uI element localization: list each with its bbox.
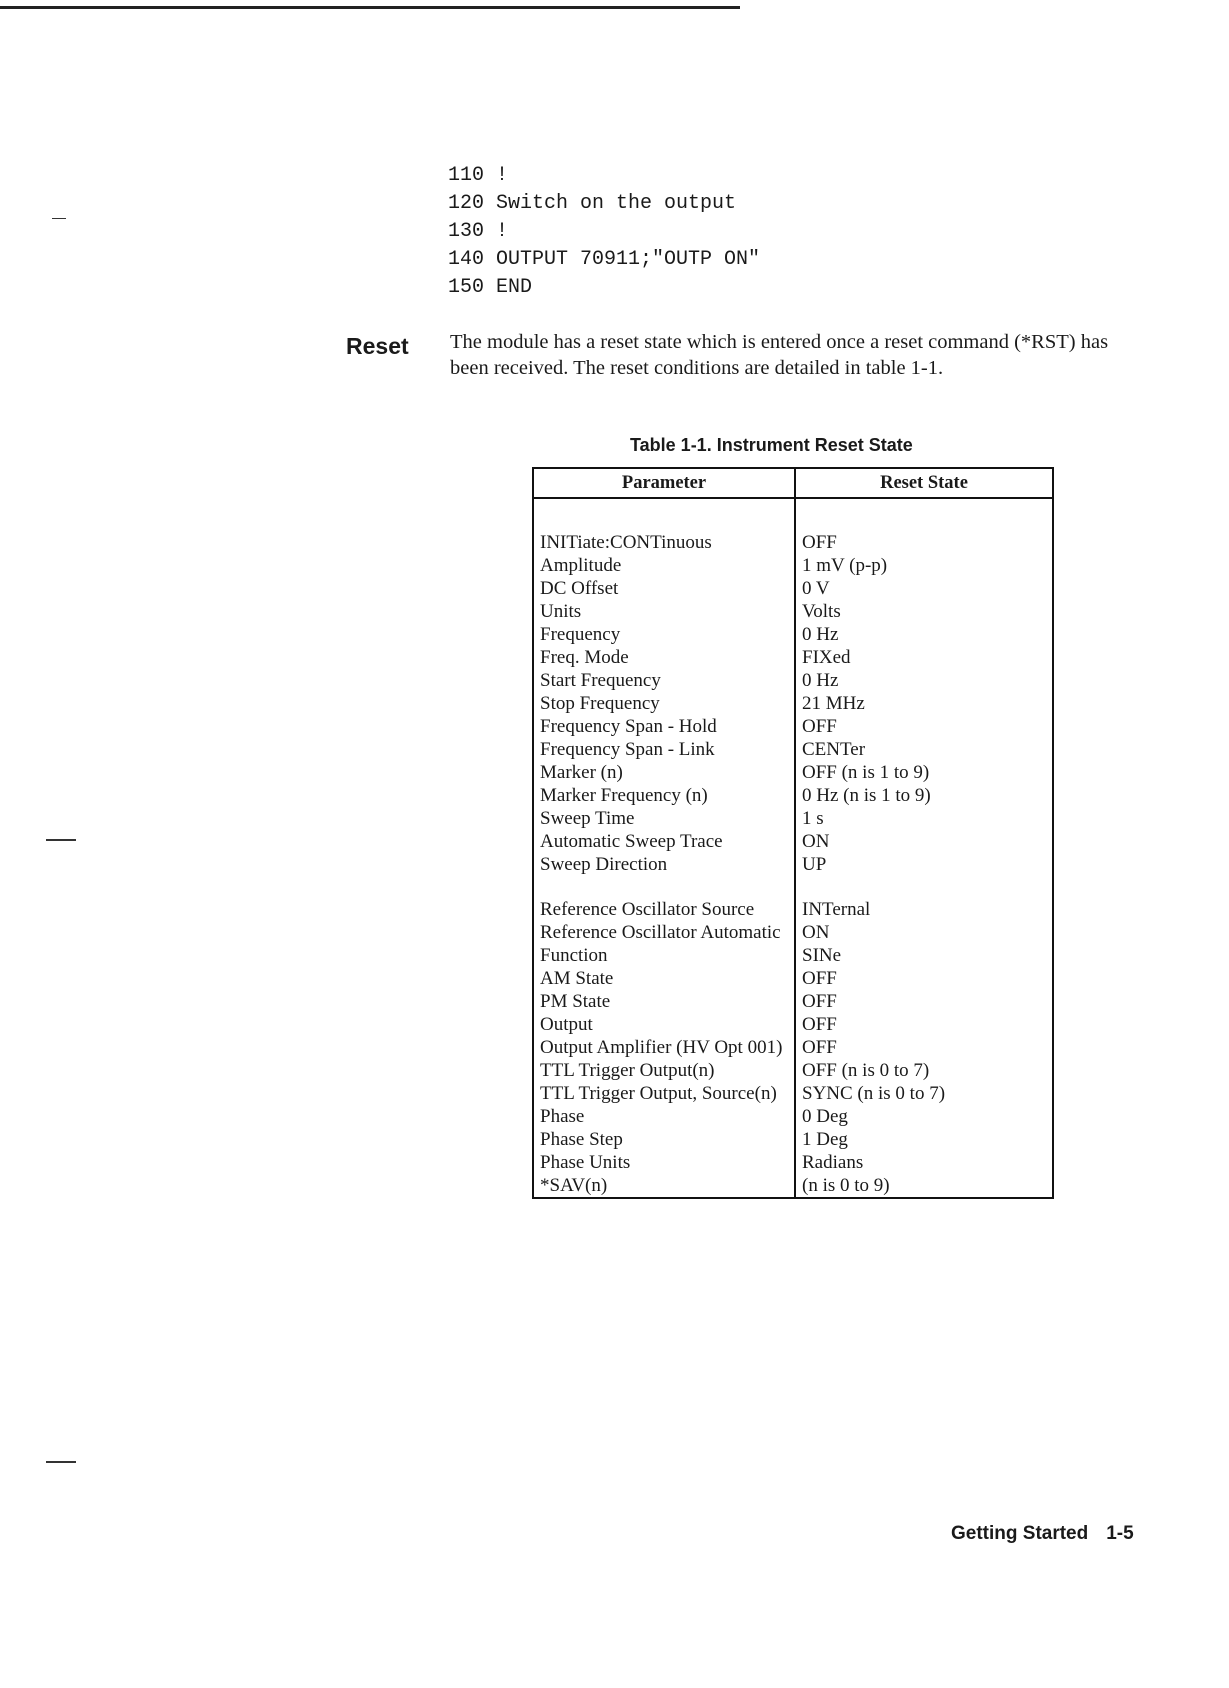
table-body — [533, 498, 1053, 1198]
reset-state-cell: 21 MHz — [802, 693, 865, 714]
margin-mark — [46, 1461, 76, 1463]
parameter-cell: TTL Trigger Output(n) — [533, 1059, 795, 1082]
reset-state-cell: SINe — [802, 945, 842, 966]
reset-state-cell: ON — [802, 831, 830, 852]
reset-state-cell: SYNC (n is 0 to 7) — [802, 1083, 946, 1104]
table-spacer-row — [533, 876, 1053, 898]
reset-state-cell: ON — [802, 922, 830, 943]
table-header-row — [533, 468, 1053, 498]
reset-state-cell: UP — [802, 854, 827, 875]
table-caption: Table 1-1. Instrument Reset State — [630, 435, 913, 455]
parameter-cell: Phase — [533, 1105, 795, 1128]
parameter-cell: Units — [533, 600, 795, 623]
parameter-cell: Output Amplifier (HV Opt 001) — [533, 1036, 795, 1059]
parameter-cell: Frequency Span - Link — [533, 738, 795, 761]
reset-state-cell: 1 Deg — [802, 1129, 848, 1150]
table-row — [533, 1036, 1053, 1059]
parameter-cell: PM State — [533, 990, 795, 1013]
table-row — [533, 692, 1053, 715]
parameter-cell: Function — [533, 944, 795, 967]
margin-mark — [52, 218, 66, 219]
parameter-cell: Reference Oscillator Automatic — [533, 921, 795, 944]
table-row — [533, 623, 1053, 646]
parameter-cell: Sweep Time — [533, 807, 795, 830]
reset-state-cell: OFF (n is 0 to 7) — [802, 1060, 930, 1081]
table-row — [533, 1151, 1053, 1174]
code-line: 150 END — [448, 276, 533, 299]
reset-state-cell: OFF — [802, 532, 837, 553]
parameter-cell: Reference Oscillator Source — [533, 898, 795, 921]
reset-state-cell: OFF (n is 1 to 9) — [802, 762, 930, 783]
footer-page-number: 1-5 — [1106, 1523, 1134, 1544]
table-row — [533, 738, 1053, 761]
table-row — [533, 807, 1053, 830]
table-row — [533, 784, 1053, 807]
table-row — [533, 600, 1053, 623]
parameter-cell: Frequency — [533, 623, 795, 646]
parameter-cell: Freq. Mode — [533, 646, 795, 669]
table-row — [533, 1174, 1053, 1198]
reset-state-cell: OFF — [802, 716, 837, 737]
parameter-cell: Sweep Direction — [533, 853, 795, 876]
reset-state-cell: 0 Hz — [802, 670, 839, 691]
parameter-cell: Phase Units — [533, 1151, 795, 1174]
column-header-parameter: Parameter — [533, 468, 795, 498]
reset-state-cell: Radians — [802, 1152, 864, 1173]
parameter-cell: *SAV(n) — [533, 1174, 795, 1198]
table-spacer-cell — [795, 498, 1053, 531]
code-listing — [448, 162, 760, 302]
parameter-cell: Start Frequency — [533, 669, 795, 692]
table-row — [533, 967, 1053, 990]
table-spacer-row — [533, 498, 1053, 531]
reset-state-cell: 1 mV (p-p) — [802, 555, 888, 576]
reset-state-cell: Volts — [802, 601, 841, 622]
parameter-cell: Output — [533, 1013, 795, 1036]
reset-state-table — [532, 467, 1054, 1199]
parameter-cell: Amplitude — [533, 554, 795, 577]
reset-state-cell: OFF — [802, 1037, 837, 1058]
reset-state-cell: OFF — [802, 991, 837, 1012]
parameter-cell: DC Offset — [533, 577, 795, 600]
intro-paragraph: The module has a reset state which is entered once a reset command (*RST) has been received. The reset conditions are detailed in table 1-1. — [450, 331, 1109, 379]
table-row — [533, 921, 1053, 944]
reset-state-cell: (n is 0 to 9) — [802, 1175, 890, 1196]
table-row — [533, 715, 1053, 738]
parameter-cell: TTL Trigger Output, Source(n) — [533, 1082, 795, 1105]
top-rule — [0, 6, 740, 9]
section-heading: Reset — [346, 333, 409, 359]
table-row — [533, 761, 1053, 784]
code-line: 120 Switch on the output — [448, 192, 737, 215]
reset-state-cell: INTernal — [802, 899, 871, 920]
table-row — [533, 853, 1053, 876]
table-row — [533, 944, 1053, 967]
parameter-cell: Automatic Sweep Trace — [533, 830, 795, 853]
parameter-cell: INITiate:CONTinuous — [533, 531, 795, 554]
parameter-cell: Frequency Span - Hold — [533, 715, 795, 738]
reset-state-cell: OFF — [802, 1014, 837, 1035]
table-spacer-cell — [795, 876, 1053, 898]
code-line: 140 OUTPUT 70911;"OUTP ON" — [448, 248, 761, 271]
table-row — [533, 990, 1053, 1013]
parameter-cell: Phase Step — [533, 1128, 795, 1151]
table-row — [533, 1105, 1053, 1128]
code-line: 130 ! — [448, 220, 509, 243]
table-row — [533, 830, 1053, 853]
reset-state-cell: 0 Deg — [802, 1106, 848, 1127]
reset-state-cell: 0 Hz — [802, 624, 839, 645]
parameter-cell: AM State — [533, 967, 795, 990]
table-row — [533, 1082, 1053, 1105]
reset-state-cell: CENTer — [802, 739, 866, 760]
parameter-cell: Marker (n) — [533, 761, 795, 784]
reset-state-cell: 1 s — [802, 808, 824, 829]
table-row — [533, 669, 1053, 692]
reset-state-cell: 0 V — [802, 578, 830, 599]
table-row — [533, 1128, 1053, 1151]
footer-chapter: Getting Started — [951, 1523, 1089, 1544]
table-row — [533, 554, 1053, 577]
page-footer — [951, 1523, 1134, 1545]
table-row — [533, 1059, 1053, 1082]
reset-state-cell: 0 Hz (n is 1 to 9) — [802, 785, 931, 806]
table-row — [533, 1013, 1053, 1036]
margin-mark — [46, 839, 76, 841]
parameter-cell: Stop Frequency — [533, 692, 795, 715]
code-line: 110 ! — [448, 164, 509, 187]
reset-state-cell: FIXed — [802, 647, 851, 668]
table-row — [533, 646, 1053, 669]
table-row — [533, 898, 1053, 921]
column-header-reset-state: Reset State — [795, 468, 1053, 498]
table-row — [533, 577, 1053, 600]
reset-state-cell: OFF — [802, 968, 837, 989]
table-spacer-cell — [533, 876, 795, 898]
table-row — [533, 531, 1053, 554]
table-spacer-cell — [533, 498, 795, 531]
parameter-cell: Marker Frequency (n) — [533, 784, 795, 807]
